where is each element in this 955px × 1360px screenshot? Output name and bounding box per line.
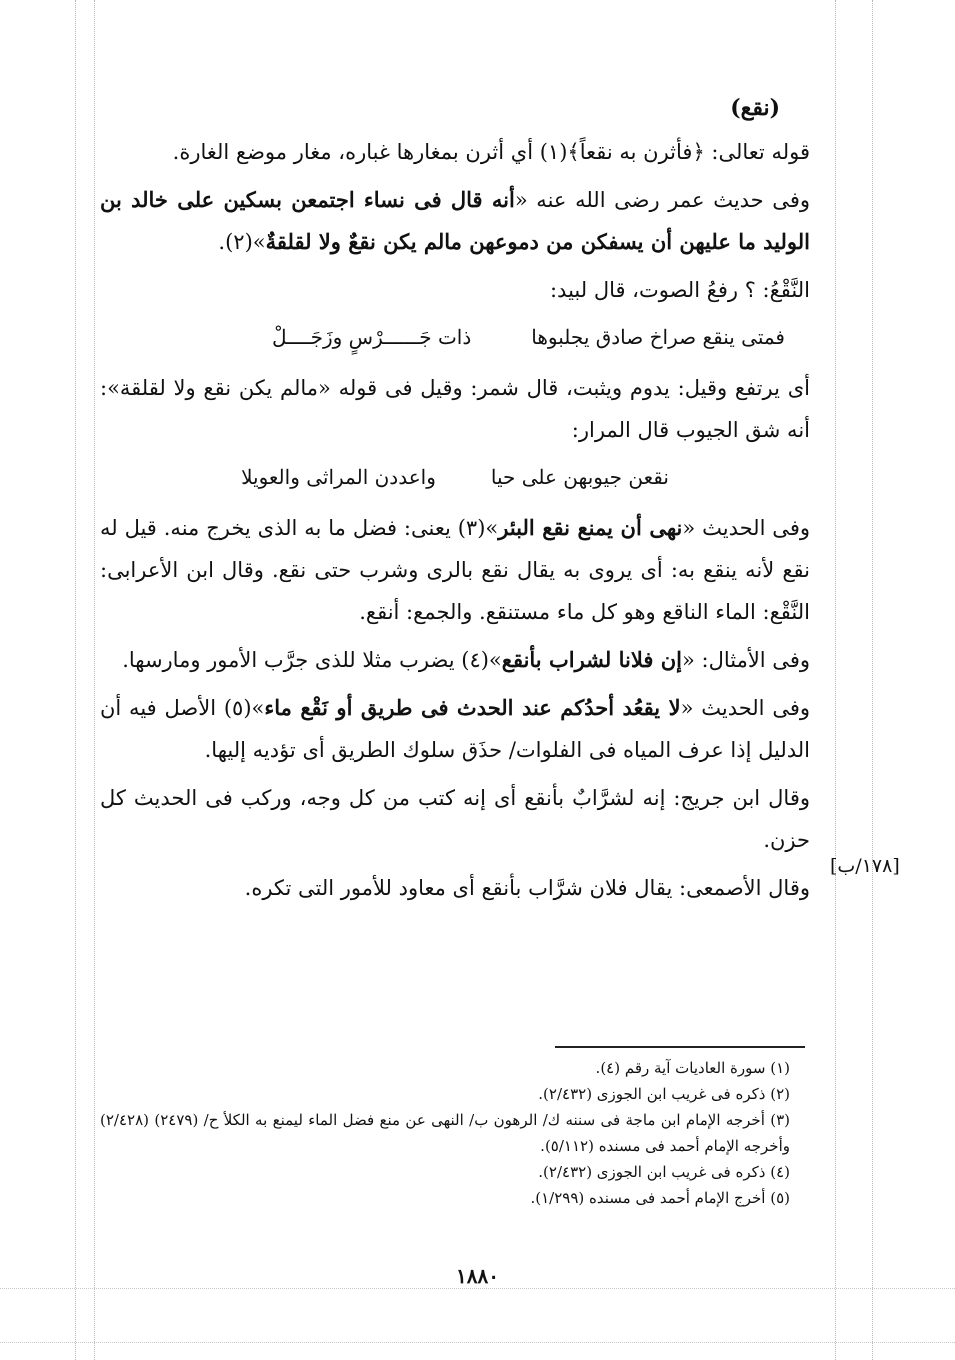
paragraph	[100, 507, 810, 633]
verse-hemistich-right: نقعن جيوبهن على حيا	[490, 465, 669, 489]
verse-line	[100, 317, 810, 357]
verse-hemistich-right: فمتى ينقع صراخ صادق يجلبوها	[531, 325, 785, 349]
paragraph	[100, 687, 810, 771]
hadith-quote: لا يقعُد أحدُكم عند الحدث فى طريق أو نَقْع ماء	[264, 695, 681, 720]
page-number: ١٨٨٠	[456, 1264, 499, 1288]
guide-line	[872, 0, 873, 1360]
paragraph: أى يرتفع وقيل: يدوم ويثبت، قال شمر: وقيل فى قوله «مالم يكن نقع ولا لقلقة»: أنه شق الجيوب قال المرار:	[100, 376, 810, 442]
guide-line	[94, 0, 95, 1360]
guide-line	[0, 1342, 955, 1343]
text-run: وفى الحديث «	[682, 516, 810, 540]
text-run: وفى حديث عمر رضى الله عنه «	[514, 188, 810, 212]
footnote-divider	[555, 1046, 805, 1048]
footnote: (٣) أخرجه الإمام ابن ماجة فى سننه ك/ الرهون ب/ النهى عن منع فضل الماء ليمنع به الكلأ ح/ (٢٤٧٩) (٢/٤٢٨) وأخرجه الإمام أحمد فى مسنده (٥/١١٢).	[100, 1111, 790, 1155]
hadith-quote: أنه قال فى نساء اجتمعن بسكين على خالد بن الوليد ما عليهن أن يسفكن من دموعهن مالم يكن نقعٌ ولا لقلقةٌ	[100, 187, 810, 254]
text-run: وفى الأمثال: «	[681, 648, 810, 672]
page-body	[100, 95, 810, 915]
text-run: »(٣) يعنى: فضل ما به الذى يخرج منه. قيل له نقع لأنه ينقع به: أى يروى به يقال نقع بالرى وشرب حتى نقع. وقال ابن الأعرابى: النَّقْع: الماء الناقع وهو كل ماء مستنقع. والجمع: أنقع.	[100, 516, 810, 624]
guide-line	[0, 1288, 955, 1289]
proverb-quote: إن فلانا لشراب بأنقع	[501, 647, 682, 672]
entry-heading: (نقع)	[730, 95, 780, 121]
paragraph: وقال الأصمعى: يقال فلان شرَّاب بأنقع أى معاود للأمور التى تكره.	[244, 876, 810, 900]
text-run: وفى الحديث «	[680, 696, 810, 720]
footnote: (٢) ذكره فى غريب ابن الجوزى (٢/٤٣٢).	[538, 1085, 790, 1103]
hadith-quote: نهى أن يمنع نقع البئر	[498, 515, 683, 540]
guide-line	[835, 0, 836, 1360]
verse-hemistich-left: واعددن المراثى والعويلا	[241, 465, 436, 489]
text-run: »(٤) يضرب مثلا للذى جرَّب الأمور ومارسها.	[122, 648, 502, 672]
guide-line	[75, 0, 76, 1360]
text-run: »(٢).	[218, 230, 266, 254]
text-run: »(٥) الأصل فيه أن الدليل إذا عرف المياه فى الفلوات/ حذَق سلوك الطريق أى تؤديه إليها.	[100, 696, 810, 762]
verse-hemistich-left: ذات جَــــــرْسٍ وزَجَــــلْ	[272, 325, 472, 349]
manuscript-folio-note: [١٧٨/ب]	[830, 855, 900, 877]
paragraph: النَّقْعُ: ؟ رفعُ الصوت، قال لبيد:	[549, 278, 810, 302]
footnotes	[100, 1055, 810, 1211]
paragraph: قوله تعالى: ﴿فأثرن به نقعاً﴾(١) أي أثرن بمغارها غباره، مغار موضع الغارة.	[172, 140, 810, 164]
paragraph: وقال ابن جريج: إنه لشرَّابٌ بأنقع أى إنه كتب من كل وجه، وركب فى الحديث كل حزن.	[100, 786, 810, 852]
footnote: (٤) ذكره فى غريب ابن الجوزى (٢/٤٣٢).	[538, 1163, 790, 1181]
paragraph	[100, 179, 810, 263]
footnote: (١) سورة العاديات آية رقم (٤).	[595, 1059, 790, 1077]
footnote: (٥) أخرج الإمام أحمد فى مسنده (١/٢٩٩).	[530, 1189, 790, 1207]
paragraph	[100, 639, 810, 681]
verse-line	[100, 457, 810, 497]
